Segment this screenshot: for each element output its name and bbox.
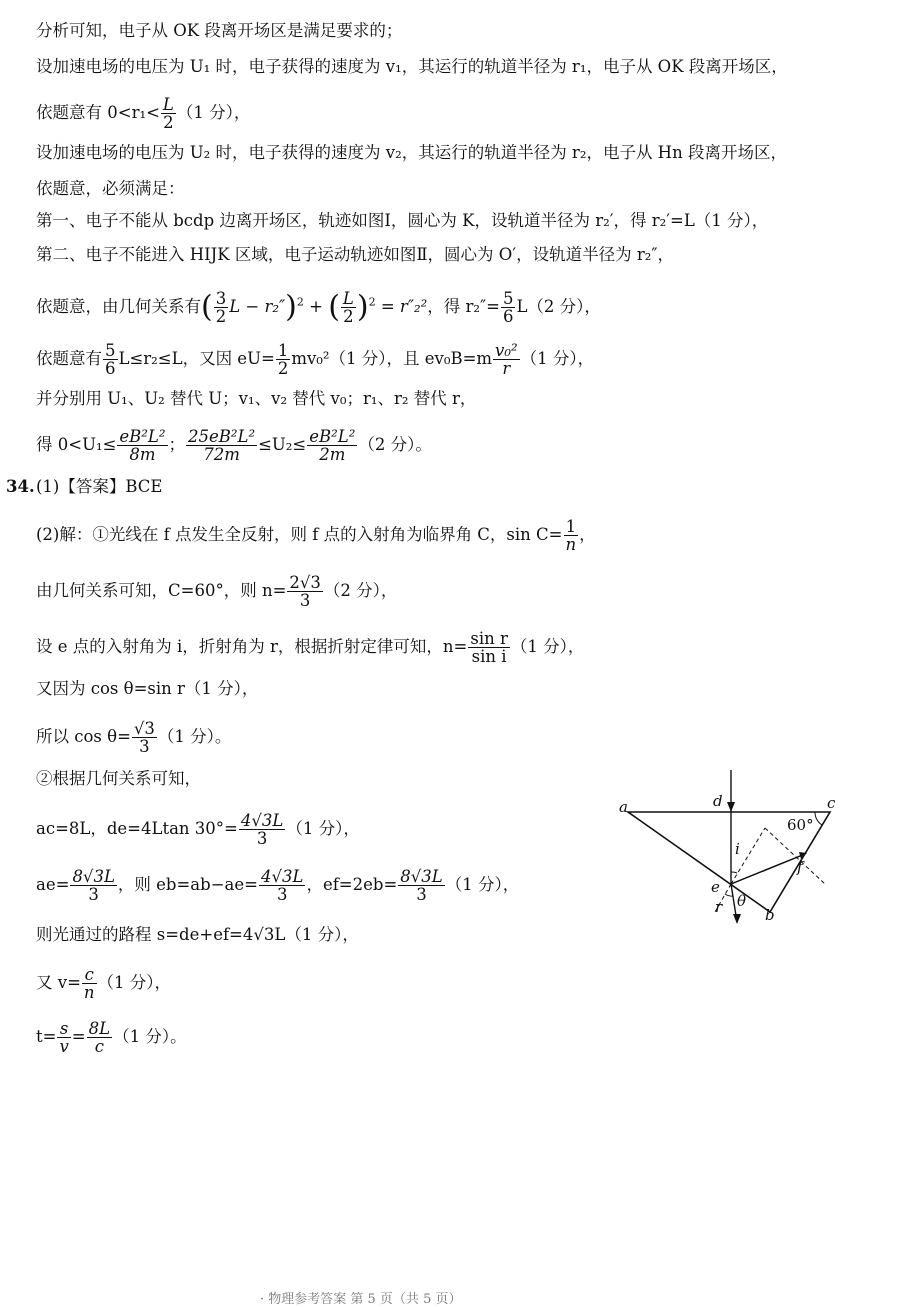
text-line: ac=8L，de=4Ltan 30°= $\frac{4√3L}{3}$ （1 分）， [36, 811, 360, 848]
label-d: d [713, 792, 723, 810]
angle-arc [725, 894, 733, 896]
text-line: 则光通过的路程 s=de+ef=4√3L（1 分）， [36, 925, 359, 944]
text-segment: 依题意有 0<r₁< [36, 103, 160, 122]
label-f: f [797, 858, 803, 876]
fraction: $\frac{\text{v₀²}}{r}$ [495, 341, 518, 378]
text-line: 依题意，由几何关系有( $\frac{3}{2}$ L − r₂″)$^2$ + ( $\frac{L}{2}$ )$^2$ = r″₂²，得 r₂″= $\frac{5}{6}$ L（2 分）， [36, 289, 601, 326]
fraction: $\frac{2√3}{3}$ [289, 573, 321, 610]
text-line: 由几何关系可知，C=60°，则 n= $\frac{2√3}{3}$ （2 分）， [36, 573, 398, 610]
question-number: 34. [6, 477, 35, 496]
fraction: $\frac{1}{n}$ [565, 517, 577, 554]
text-segment: 依题意，由几何关系有 [36, 297, 201, 316]
text-line: 第一、电子不能从 bcdp 边离开场区，轨迹如图Ⅰ，圆心为 K，设轨道半径为 r₂′，得 r₂′=L（1 分）， [36, 211, 769, 230]
fraction: $\frac{5}{6}$ [502, 289, 514, 326]
fraction: $\frac{\text{sin r}}{\text{sin i}}$ [470, 629, 508, 666]
fraction: $\frac{\text{eB²L²}}{2m}$ [309, 427, 356, 464]
fraction: $\frac{L}{2}$ [342, 289, 354, 326]
fraction: $\frac{c}{n}$ [83, 965, 95, 1002]
ray-ef [731, 854, 805, 884]
text-line: 依题意有 $\frac{5}{6}$ L≤r₂≤L，又因 eU= $\frac{1}{2}$ mv₀²（1 分），且 ev₀B=m $\frac{\text{v₀²}}{r}$ （1 分）， [36, 341, 595, 378]
fraction: $\frac{s}{v}$ [59, 1019, 69, 1056]
angle-arc [731, 872, 737, 873]
text-line: 设 e 点的入射角为 i，折射角为 r，根据折射定律可知，n= $\frac{\text{sin r}}{\text{sin i}}$ （1 分）， [36, 629, 585, 666]
fraction: $\frac{8√3L}{3}$ [72, 867, 115, 904]
text-line: 设加速电场的电压为 U₂ 时，电子获得的速度为 v₂，其运行的轨道半径为 r₂，电子从 Hn 段离开场区， [36, 143, 787, 162]
fraction: $\frac{4√3L}{3}$ [240, 811, 284, 848]
text-line: 分析可知，电子从 OK 段离开场区是满足要求的； [36, 21, 403, 40]
fraction: $\frac{\text{25eB²L²}}{72m}$ [188, 427, 256, 464]
text-line [36, 96, 250, 131]
text-line: 所以 cos θ= $\frac{√3}{3}$ （1 分）。 [36, 719, 232, 756]
label-a: a [619, 798, 628, 816]
text-line: 又因为 cos θ=sin r（1 分）， [36, 679, 259, 698]
answer-line: (1)【答案】BCE [36, 477, 163, 496]
text-line: 并分别用 U₁、U₂ 替代 U；v₁、v₂ 替代 v₀；r₁、r₂ 替代 r， [36, 389, 477, 408]
label-r: r [715, 898, 723, 916]
label-c: c [827, 794, 836, 812]
text-line: 得 0<U₁≤ $\frac{\text{eB²L²}}{8m}$ ； $\frac{\text{25eB²L²}}{72m}$ ≤U₂≤ $\frac{\text{eB²L²}}{2m}$ （2 分）。 [36, 427, 432, 464]
label-b: b [765, 906, 775, 924]
text-line: 又 v= $\frac{c}{n}$ （1 分）， [36, 965, 172, 1002]
fraction: $\frac{4√3L}{3}$ [260, 867, 304, 904]
page-footer: · 物理参考答案 第 5 页（共 5 页） [260, 1292, 462, 1307]
fraction: $\frac{L}{2}$ [162, 95, 174, 132]
label-theta: θ [737, 892, 747, 910]
angle-arc [815, 812, 822, 825]
fraction: $\frac{5}{6}$ [105, 341, 116, 378]
label-60-degrees: 60° [787, 816, 814, 834]
fraction: $\frac{√3}{3}$ [133, 719, 155, 756]
fraction: $\frac{8L}{c}$ [88, 1019, 111, 1056]
ray-arrow [727, 802, 735, 812]
text-line: ae= $\frac{8√3L}{3}$ ，则 eb=ab−ae= $\frac{4√3L}{3}$ ，ef=2eb= $\frac{8√3L}{3}$ （1 分）， [36, 867, 520, 904]
text-line: 设加速电场的电压为 U₁ 时，电子获得的速度为 v₁，其运行的轨道半径为 r₁，电子从 OK 段离开场区， [36, 57, 788, 76]
fraction: $\frac{8√3L}{3}$ [400, 867, 443, 904]
text-line: 第二、电子不能进入 HIJK 区域，电子运动轨迹如图Ⅱ，圆心为 O′，设轨道半径为 r₂″， [36, 245, 674, 264]
ray-arrow [733, 914, 741, 924]
label-e: e [711, 878, 720, 896]
fraction: $\frac{\text{eB²L²}}{8m}$ [119, 427, 166, 464]
text-line: ②根据几何关系可知， [36, 769, 201, 788]
text-line: 依题意，必须满足： [36, 179, 185, 198]
fraction: $\frac{3}{2}$ [215, 289, 227, 326]
text-line: (2)解：①光线在 f 点发生全反射，则 f 点的入射角为临界角 C，sin C= $\frac{1}{n}$ ， [36, 517, 596, 554]
fraction: $\frac{1}{2}$ [277, 341, 289, 378]
text-segment: （1 分）， [176, 103, 251, 122]
label-i: i [735, 840, 740, 858]
text-line: t= $\frac{s}{v}$ = $\frac{8L}{c}$ （1 分）。 [36, 1019, 187, 1056]
prism-ray-diagram [615, 762, 845, 932]
